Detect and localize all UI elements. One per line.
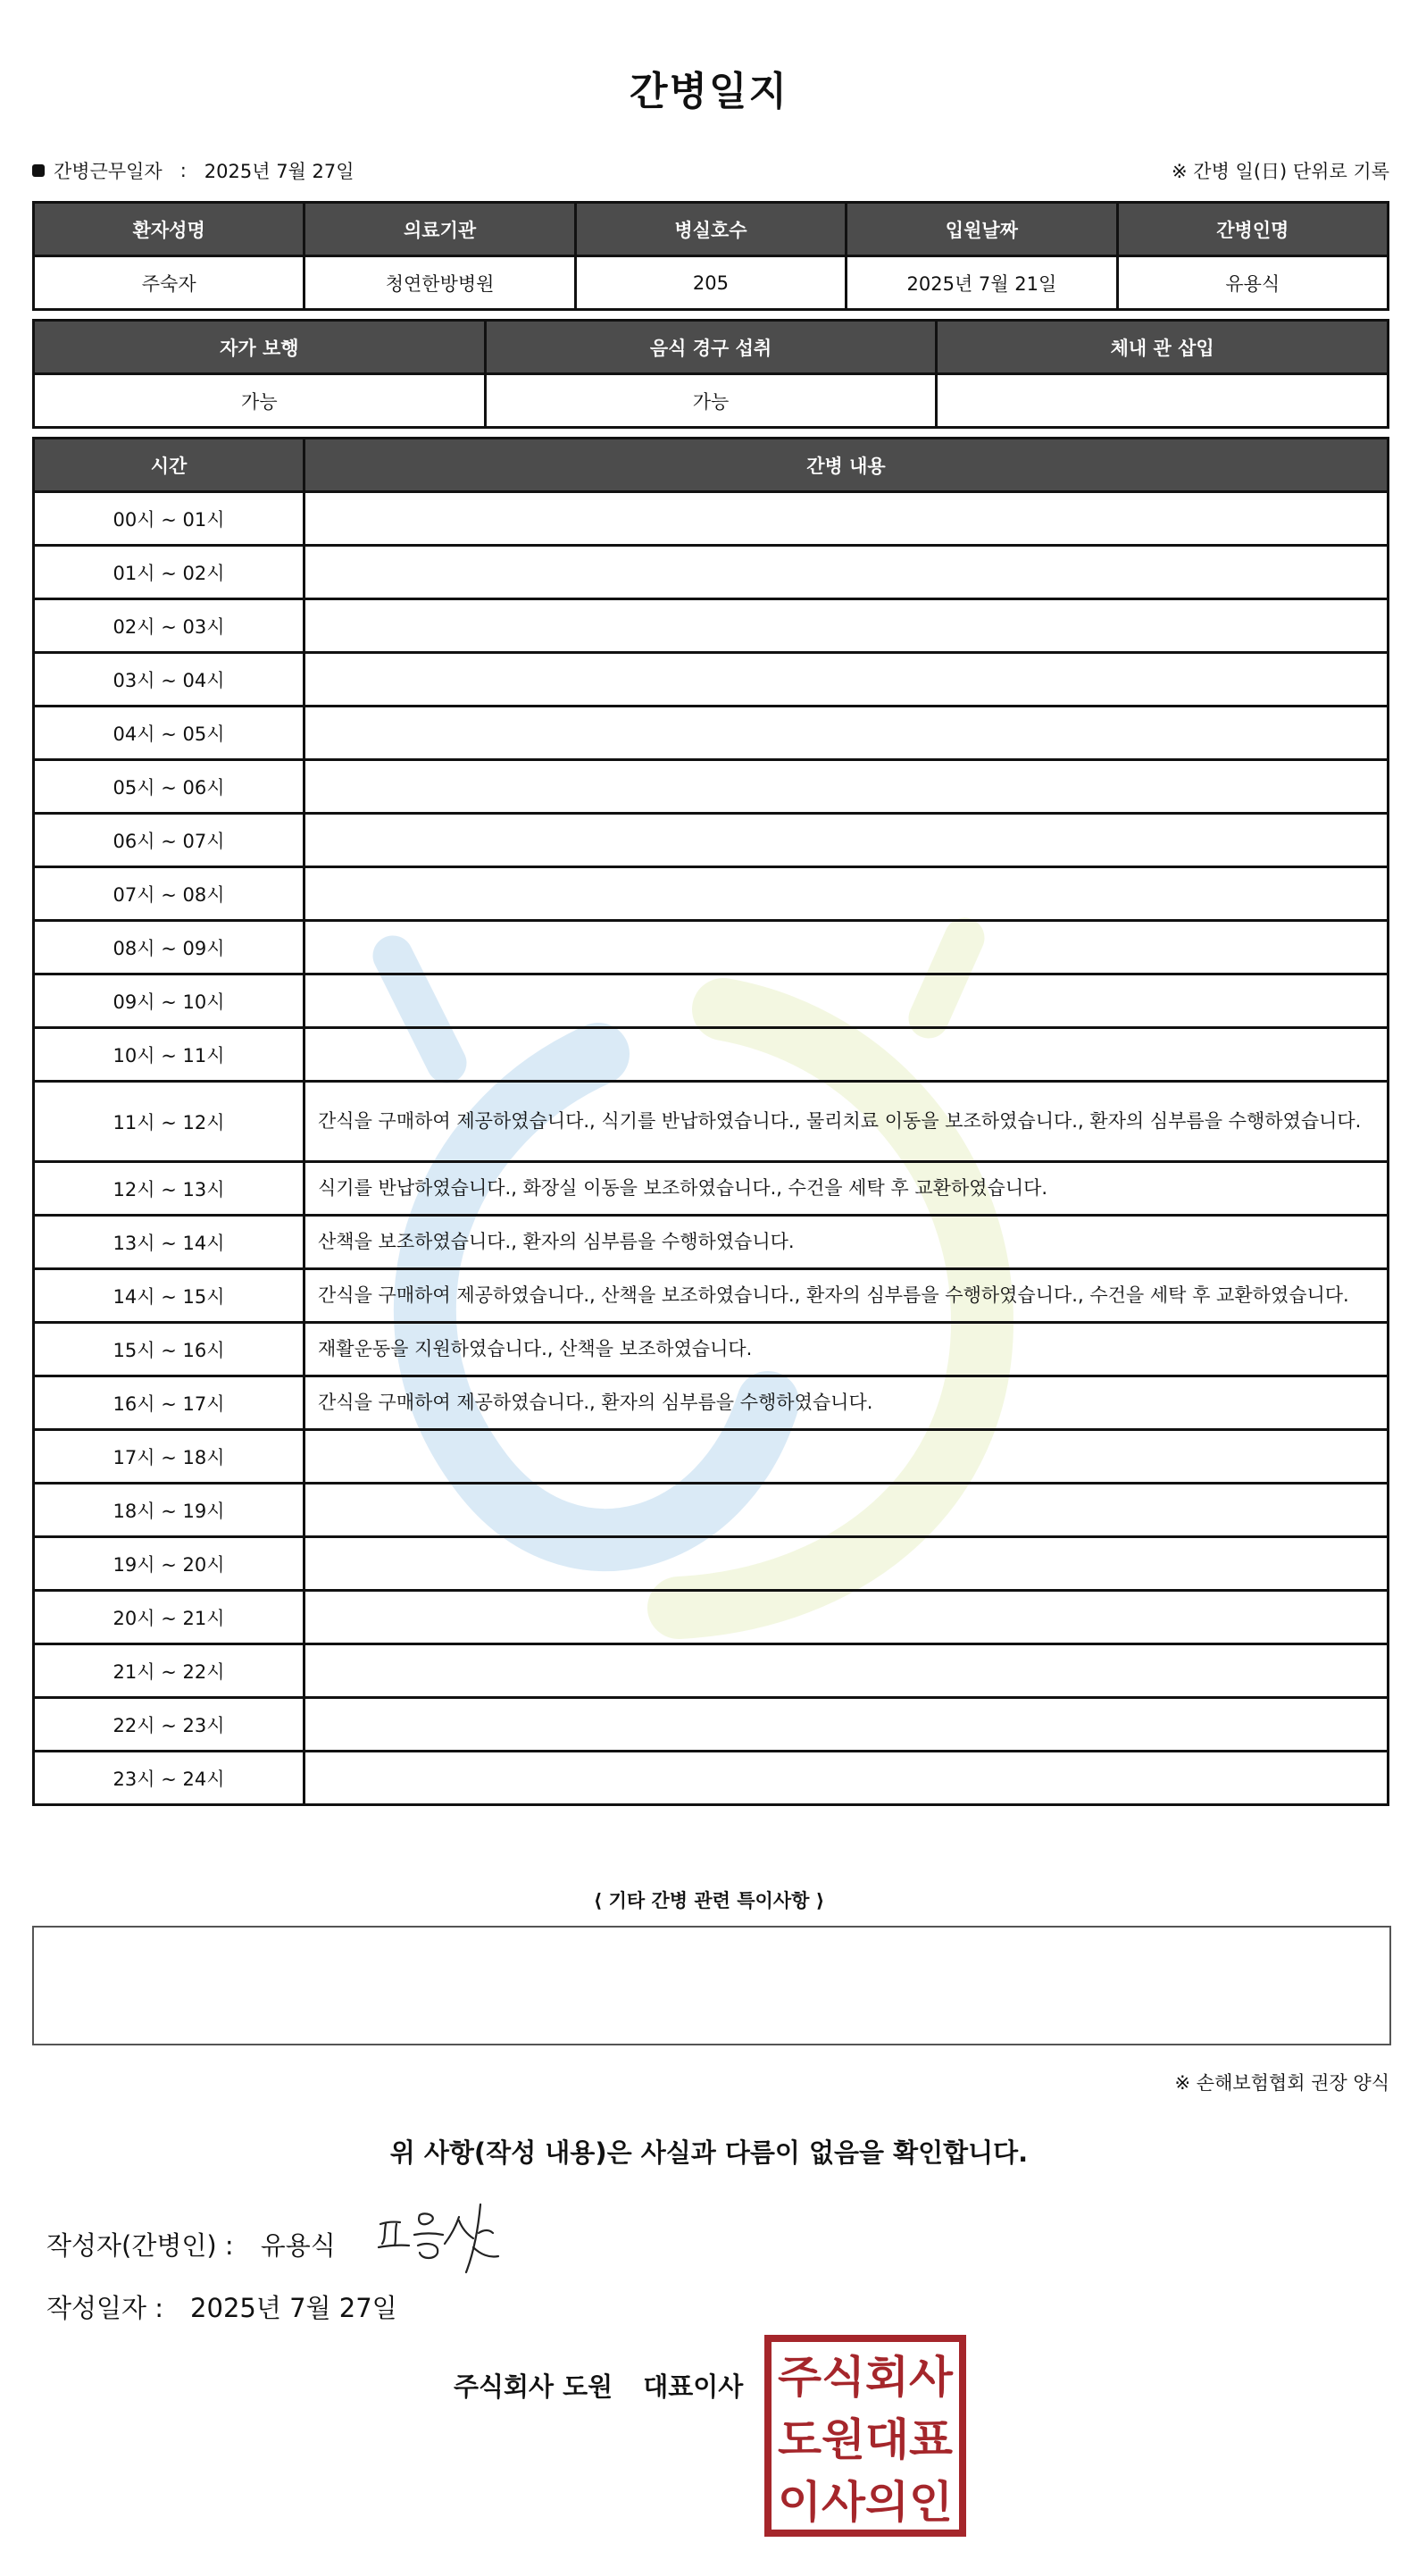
table-row (34, 1752, 1389, 1805)
care-content (304, 974, 1389, 1028)
care-content (304, 707, 1389, 760)
table-row (34, 1028, 1389, 1082)
association-note: ※ 손해보험협회 권장 양식 (1174, 2072, 1389, 2094)
care-content (304, 599, 1389, 653)
memo-title: ⟨ 기타 간병 관련 특이사항 ⟩ (593, 1890, 825, 1911)
care-content: 간식을 구매하여 제공하였습니다., 환자의 심부름을 수행하였습니다. (304, 1376, 1389, 1430)
header-self-walking: 자가 보행 (34, 321, 486, 374)
care-content (304, 1028, 1389, 1082)
time-slot: 15시 ~ 16시 (34, 1323, 304, 1376)
patient-info-table (32, 201, 1389, 311)
care-content (304, 1644, 1389, 1698)
time-slot: 21시 ~ 22시 (34, 1644, 304, 1698)
time-slot: 11시 ~ 12시 (34, 1082, 304, 1162)
header-hospital: 의료기관 (304, 203, 575, 256)
patient-name: 주숙자 (34, 256, 304, 310)
table-row (34, 1162, 1389, 1216)
time-slot: 17시 ~ 18시 (34, 1430, 304, 1484)
daily-record-note: ※ 간병 일(日) 단위로 기록 (1172, 161, 1389, 182)
header-time: 시간 (34, 439, 304, 492)
seal-line-2: 도원대표 (778, 2414, 954, 2465)
time-slot: 03시 ~ 04시 (34, 653, 304, 707)
table-row (34, 1323, 1389, 1376)
care-content: 산책을 보조하였습니다., 환자의 심부름을 수행하였습니다. (304, 1216, 1389, 1269)
table-row (34, 814, 1389, 867)
time-slot: 19시 ~ 20시 (34, 1537, 304, 1591)
company-name: 주식회사 도원 (454, 2371, 613, 2402)
table-row (34, 921, 1389, 974)
work-date-value: 2025년 7월 27일 (204, 161, 354, 182)
time-slot: 22시 ~ 23시 (34, 1698, 304, 1752)
header-room-number: 병실호수 (575, 203, 846, 256)
table-row (34, 1376, 1389, 1430)
patient-status-table (32, 319, 1389, 429)
written-date-label: 작성일자 : (46, 2293, 164, 2323)
care-content (304, 492, 1389, 546)
work-date-row (32, 157, 354, 184)
table-row (34, 760, 1389, 814)
time-slot: 16시 ~ 17시 (34, 1376, 304, 1430)
company-seal (764, 2335, 966, 2537)
care-content (304, 814, 1389, 867)
table-row (34, 599, 1389, 653)
care-content (304, 1430, 1389, 1484)
memo-box (32, 1926, 1391, 2045)
care-content (304, 1537, 1389, 1591)
seal-line-3: 이사의인 (778, 2477, 953, 2528)
care-content (304, 1752, 1389, 1805)
table-row (34, 1082, 1389, 1162)
table-row (34, 1484, 1389, 1537)
table-row (34, 1216, 1389, 1269)
time-slot: 14시 ~ 15시 (34, 1269, 304, 1323)
table-row (34, 707, 1389, 760)
time-slot: 00시 ~ 01시 (34, 492, 304, 546)
writer-label: 작성자(간병인) : (46, 2230, 234, 2261)
table-row (34, 1591, 1389, 1644)
company-role: 대표이사 (643, 2371, 744, 2402)
table-row (34, 492, 1389, 546)
confirmation-statement: 위 사항(작성 내용)은 사실과 다름이 없음을 확인합니다. (389, 2137, 1029, 2168)
care-log-table (32, 437, 1389, 1806)
time-slot: 07시 ~ 08시 (34, 867, 304, 921)
time-slot: 20시 ~ 21시 (34, 1591, 304, 1644)
caregiver-name: 유용식 (1117, 256, 1388, 310)
care-content (304, 1591, 1389, 1644)
time-slot: 05시 ~ 06시 (34, 760, 304, 814)
seal-line-1: 주식회사 (778, 2352, 954, 2403)
written-date-row (46, 2288, 397, 2325)
square-bullet-icon (32, 164, 45, 177)
header-patient-name: 환자성명 (34, 203, 304, 256)
care-content (304, 546, 1389, 599)
time-slot: 12시 ~ 13시 (34, 1162, 304, 1216)
table-row (34, 1430, 1389, 1484)
tube-insertion-value (937, 374, 1389, 428)
table-row (34, 1698, 1389, 1752)
table-row (34, 546, 1389, 599)
hospital-name: 청연한방병원 (304, 256, 575, 310)
time-slot: 01시 ~ 02시 (34, 546, 304, 599)
care-content (304, 921, 1389, 974)
time-slot: 13시 ~ 14시 (34, 1216, 304, 1269)
header-caregiver-name: 간병인명 (1117, 203, 1388, 256)
page-title: 간병일지 (629, 69, 788, 114)
care-content (304, 760, 1389, 814)
table-row (34, 867, 1389, 921)
header-care-content: 간병 내용 (304, 439, 1389, 492)
oral-intake-value: 가능 (485, 374, 937, 428)
care-content (304, 1484, 1389, 1537)
header-admission-date: 입원날짜 (847, 203, 1117, 256)
written-date-value: 2025년 7월 27일 (190, 2293, 397, 2323)
table-row (34, 1269, 1389, 1323)
time-slot: 10시 ~ 11시 (34, 1028, 304, 1082)
self-walking-value: 가능 (34, 374, 486, 428)
care-content (304, 1698, 1389, 1752)
room-number: 205 (575, 256, 846, 310)
table-row (34, 653, 1389, 707)
care-content (304, 653, 1389, 707)
header-oral-intake: 음식 경구 섭취 (485, 321, 937, 374)
time-slot: 02시 ~ 03시 (34, 599, 304, 653)
care-content: 재활운동을 지원하였습니다., 산책을 보조하였습니다. (304, 1323, 1389, 1376)
time-slot: 09시 ~ 10시 (34, 974, 304, 1028)
work-date-label: 간병근무일자 (54, 161, 163, 182)
signature (373, 2197, 534, 2278)
care-content: 간식을 구매하여 제공하였습니다., 식기를 반납하였습니다., 물리치료 이동을 보조하였습니다., 환자의 심부름을 수행하였습니다. (304, 1082, 1389, 1162)
care-content: 간식을 구매하여 제공하였습니다., 산책을 보조하였습니다., 환자의 심부름을 수행하였습니다., 수건을 세탁 후 교환하였습니다. (304, 1269, 1389, 1323)
header-tube-insertion: 체내 관 삽입 (937, 321, 1389, 374)
table-row (34, 1537, 1389, 1591)
time-slot: 06시 ~ 07시 (34, 814, 304, 867)
writer-row (46, 2226, 336, 2262)
admission-date: 2025년 7월 21일 (847, 256, 1117, 310)
company-row (454, 2367, 743, 2404)
care-content: 식기를 반납하였습니다., 화장실 이동을 보조하였습니다., 수건을 세탁 후 교환하였습니다. (304, 1162, 1389, 1216)
work-date-separator: : (179, 160, 187, 181)
time-slot: 18시 ~ 19시 (34, 1484, 304, 1537)
writer-name: 유용식 (260, 2230, 336, 2261)
time-slot: 23시 ~ 24시 (34, 1752, 304, 1805)
time-slot: 08시 ~ 09시 (34, 921, 304, 974)
time-slot: 04시 ~ 05시 (34, 707, 304, 760)
table-row (34, 1644, 1389, 1698)
care-content (304, 867, 1389, 921)
table-row (34, 974, 1389, 1028)
